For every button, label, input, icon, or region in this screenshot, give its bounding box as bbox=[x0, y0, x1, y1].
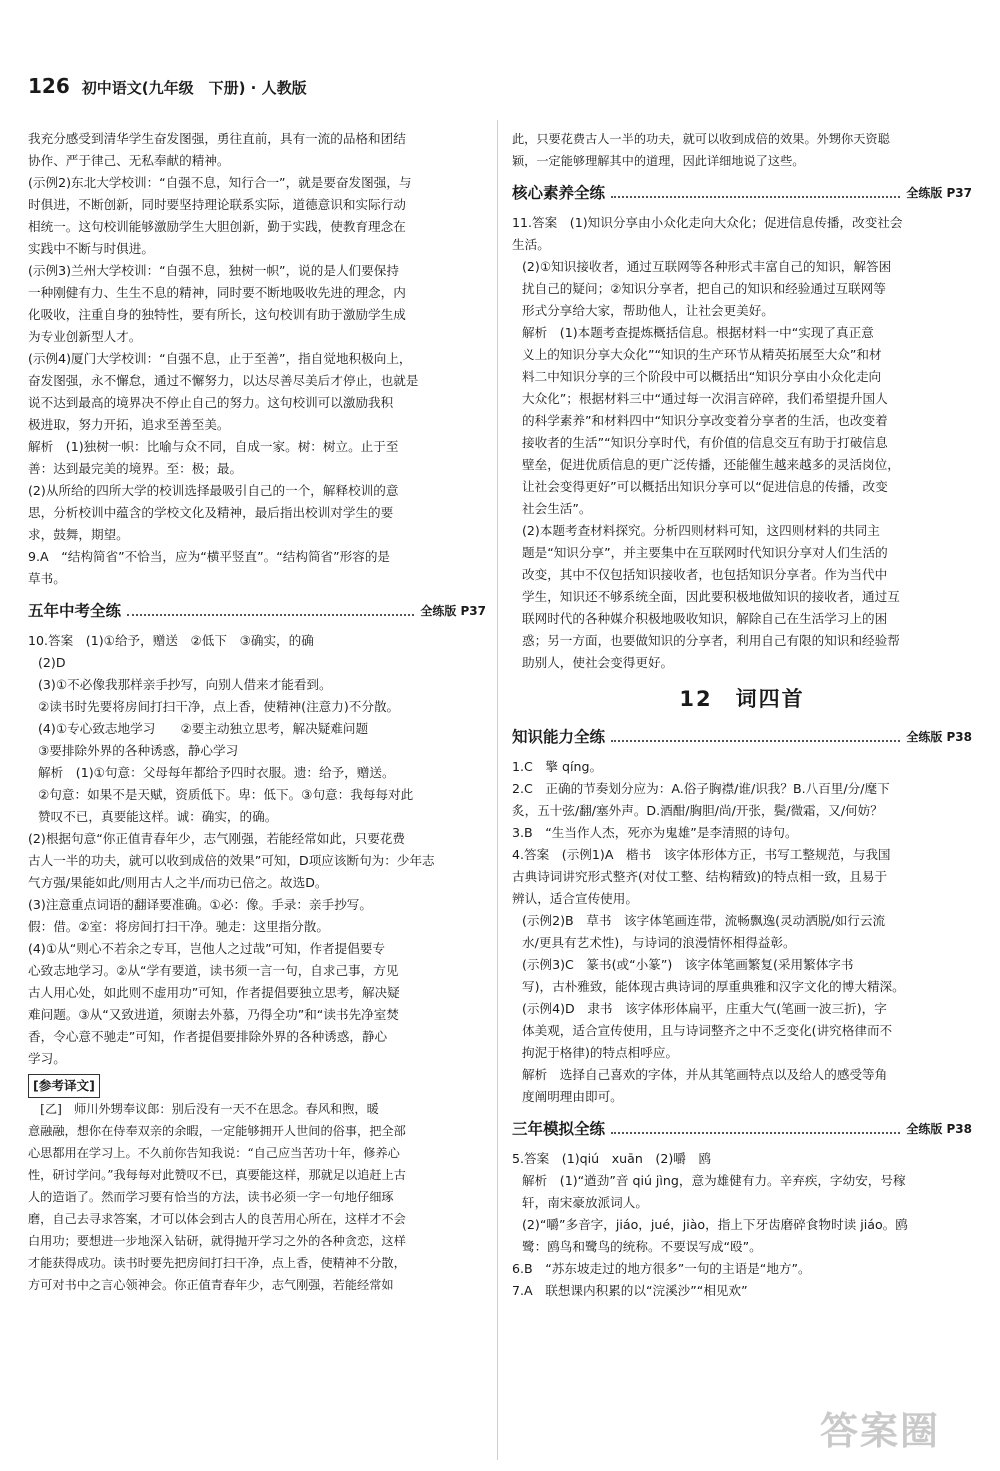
dotted-leader bbox=[611, 740, 900, 742]
answer-paragraph: 解析 (1)“遒劲”音 qiú jìng，意为雄健有力。辛弃疾，字幼安，号稼 轩，南宋豪放派词人。 bbox=[522, 1173, 906, 1210]
answer-paragraph: (2)①知识接收者，通过互联网等各种形式丰富自己的知识，解答困 扰自己的疑问；②知识分享者，把自己的知识和经验通过互联网等 形式分享给大家，帮助他人，让社会更美好。 bbox=[522, 259, 892, 318]
right-column bbox=[512, 128, 972, 1302]
answer-paragraph: 我充分感受到清华学生奋发图强，勇往直前，具有一流的品格和团结 协作、严于律己、无私奉献的精神。 bbox=[28, 131, 406, 168]
reference-translation-label bbox=[28, 1070, 486, 1098]
answer-paragraph: 解析 (1)本题考查提炼概括信息。根据材料一中“实现了真正意 义上的知识分享大众化”“知识的生产环节从精英拓展至大众”和材 料二中知识分享的三个阶段中可以概括出“知识分享由小众化走向 大众化”；根据材料三中“通过每一次涓言碎碎，我们希望提升国人 的科学素养”和材料四中“知识分享改变着分享者的生活，也改变着 接收者的生活”“知识分享时代，有价值的信息交互有助于打破信息 壁垒，促进优质信息的更广泛传播，还能催生越来越多的灵活岗位， 让社会变得更好”可以概括出知识分享可以“促进信息的传播，改变 社会生活”。 bbox=[522, 325, 900, 516]
answer-paragraph: 解析 (1)独树一帜：比喻与众不同，自成一家。树：树立。止于至 善：达到最完美的境界。至：极；最。 bbox=[28, 439, 399, 476]
page-header bbox=[28, 74, 307, 104]
column-divider bbox=[497, 120, 498, 1460]
answer-paragraph: 4.答案 (示例1)A 楷书 该字体形体方正，书写工整规范，与我国 古典诗词讲究形式整齐(对仗工整、结构精致)的特点相一致，且易于 辨认，适合宣传使用。 bbox=[512, 847, 891, 906]
translation-paragraph: 此，只要花费古人一半的功夫，就可以收到成倍的效果。外甥你天资聪 颖，一定能够理解其中的道理，因此详细地说了这些。 bbox=[512, 132, 890, 168]
answer-paragraph: 6.B “苏东坡走过的地方很多”一句的主语是“地方”。 bbox=[512, 1261, 811, 1276]
section-page-ref: 全练版 P38 bbox=[906, 730, 972, 744]
answer-paragraph: 解析 (1)①句意：父母每年都给予四时衣服。遗：给予，赠送。 ②句意：如果不是天赋，资质低下。卑：低下。③句意：我每每对此 赞叹不已，真要能这样。诚：确实，的确。 bbox=[38, 765, 414, 824]
section-heading bbox=[28, 596, 486, 622]
translation-paragraph: [乙] 师川外甥奉议郎：别后没有一天不在思念。春风和煦，暖 意融融，想你在侍奉双亲的余暇，一定能够拥开人世间的俗事，把全部 心思都用在学习上。不久前你告知我说：“自己应当苦功十年，修养心 性，研讨学问。”我每每对此赞叹不已，真要能这样，那就足以追赶上古 人的造诣了。然而学习要有恰当的方法，读书必须一字一句地仔细琢 磨，自己去寻求答案，才可以体会到古人的良苦用心所在，这样才不会 白用功；要想进一步地深入钻研，就得抛开学习之外的各种贪恋，这样 才能获得成功。读书时要先把房间打扫干净，点上香，使精神不分散， 方可对书中之言心领神会。你正值青春年少，志气刚强，若能经常如 bbox=[28, 1102, 406, 1292]
answer-paragraph: 9.A “结构简省”不恰当，应为“横平竖直”。“结构简省”形容的是 草书。 bbox=[28, 549, 391, 586]
answer-paragraph: (示例2)东北大学校训：“自强不息，知行合一”，就是要奋发图强，与 时俱进，不断创新，同时要坚持理论联系实际，道德意识和实际行动 相统一。这句校训能够激励学生大胆创新，勤于实践，使教育理念在 实践中不断与时俱进。 bbox=[28, 175, 412, 256]
section-heading bbox=[512, 722, 972, 748]
answer-paragraph: (3)注意重点词语的翻译要准确。①必：像。手录：亲手抄写。 假：借。②室：将房间打扫干净。驰走：这里指分散。 bbox=[28, 897, 372, 934]
answer-paragraph: 3.B “生当作人杰，死亦为鬼雄”是李清照的诗句。 bbox=[512, 825, 798, 840]
section-title: 知识能力全练 bbox=[512, 728, 606, 746]
section-heading bbox=[512, 178, 972, 204]
answer-paragraph: (示例2)B 草书 该字体笔画连带，流畅飘逸(灵动洒脱/如行云流 水/更具有艺术性)，与诗词的浪漫情怀相得益彰。 bbox=[522, 913, 886, 950]
section-heading bbox=[512, 1114, 972, 1140]
answer-paragraph: ②读书时先要将房间打扫干净，点上香，使精神(注意力)不分散。 bbox=[38, 699, 400, 714]
page-number: 126 bbox=[28, 74, 70, 98]
answer-paragraph: (2)根据句意“你正值青春年少，志气刚强，若能经常如此，只要花费 古人一半的功夫，就可以收到成倍的效果”可知，D项应该断句为：少年志 气方强/果能如此/则用古人之半/而功已倍之。故选D。 bbox=[28, 831, 435, 890]
dotted-leader bbox=[611, 1132, 900, 1134]
answer-paragraph: (示例4)厦门大学校训：“自强不息，止于至善”，指自觉地积极向上， 奋发图强，永不懈怠，通过不懈努力，以达尽善尽美后才停止，也就是 说不达到最高的境界决不停止自己的努力。这句校训可以激励我积 极进取，努力开拓，追求至善至美。 bbox=[28, 351, 419, 432]
answer-paragraph: 解析 选择自己喜欢的字体，并从其笔画特点以及给人的感受等角 度阐明理由即可。 bbox=[522, 1067, 888, 1104]
section-page-ref: 全练版 P37 bbox=[420, 604, 486, 618]
answer-paragraph: (4)①专心致志地学习 ②要主动独立思考，解决疑难问题 bbox=[38, 721, 369, 736]
section-title: 五年中考全练 bbox=[28, 602, 122, 620]
answer-paragraph: (2)“嚼”多音字，jiáo，jué，jiào，指上下牙齿磨碎食物时读 jiáo。鸥 鹭：鸥鸟和鹭鸟的统称。不要误写成“殴”。 bbox=[522, 1217, 908, 1254]
answer-paragraph: 10.答案 (1)①给予，赠送 ②低下 ③确实，的确 bbox=[28, 633, 314, 648]
answer-paragraph: (2)本题考查材料探究。分析四则材料可知，这四则材料的共同主 题是“知识分享”，并主要集中在互联网时代知识分享对人们生活的 改变，其中不仅包括知识接收者，也包括知识分享者。作为当代中 学生，知识还不够系统全面，因此要积极地做知识的接收者，通过互 联网时代的各种媒介积极地吸收知识，解除自己在生活学习上的困 惑；另一方面，也要做知识的分享者，利用自己有限的知识和经验帮 助别人，使社会变得更好。 bbox=[522, 523, 900, 670]
left-column bbox=[28, 128, 486, 1296]
answer-paragraph: 1.C 擎 qíng。 bbox=[512, 759, 603, 774]
book-title: 初中语文(九年级 下册) · 人教版 bbox=[81, 79, 307, 97]
answer-paragraph: 11.答案 (1)知识分享由小众化走向大众化；促进信息传播，改变社会 生活。 bbox=[512, 215, 903, 252]
section-page-ref: 全练版 P37 bbox=[906, 186, 972, 200]
lesson-title: 12 词四首 bbox=[679, 687, 805, 711]
answer-paragraph: 5.答案 (1)qiú xuān (2)嚼 鸥 bbox=[512, 1151, 712, 1166]
answer-paragraph: ③要排除外界的各种诱惑，静心学习 bbox=[38, 743, 239, 758]
watermark-logo bbox=[820, 1400, 940, 1455]
answer-paragraph: (示例3)兰州大学校训：“自强不息，独树一帜”，说的是人们要保持 一种刚健有力、生生不息的精神，同时要不断地吸收先进的理念，内 化吸收，注重自身的独特性，要有所长，这句校训有助于激励学生成 为专业创新型人才。 bbox=[28, 263, 406, 344]
answer-paragraph: 7.A 联想课内积累的以“浣溪沙”“相见欢” bbox=[512, 1283, 748, 1298]
dotted-leader bbox=[127, 614, 414, 616]
answer-paragraph: (3)①不必像我那样亲手抄写，向别人借来才能看到。 bbox=[38, 677, 332, 692]
answer-paragraph: (示例4)D 隶书 该字体形体扁平，庄重大气(笔画一波三折)，字 体美观，适合宣传使用，且与诗词整齐之中不乏变化(讲究格律而不 拘泥于格律)的特点相呼应。 bbox=[522, 1001, 893, 1060]
answer-paragraph: 2.C 正确的节奏划分应为：A.俗子胸襟/谁/识我？B.八百里/分/麾下 炙，五十弦/翻/塞外声。D.酒酣/胸胆/尚/开张，鬓/微霜，又/何妨？ bbox=[512, 781, 890, 818]
answer-paragraph: (2)从所给的四所大学的校训选择最吸引自己的一个，解释校训的意 思，分析校训中蕴含的学校文化及精神，最后指出校训对学生的要 求，鼓舞，期望。 bbox=[28, 483, 399, 542]
section-title: 核心素养全练 bbox=[512, 184, 606, 202]
section-title: 三年模拟全练 bbox=[512, 1120, 606, 1138]
answer-paragraph: (示例3)C 篆书(或“小篆”) 该字体笔画繁复(采用繁体字书 写)，古朴雅致，能体现古典诗词的厚重典雅和汉字文化的博大精深。 bbox=[522, 957, 905, 994]
section-page-ref: 全练版 P38 bbox=[906, 1122, 972, 1136]
watermark-text: 答案圈 bbox=[820, 1409, 941, 1453]
dotted-leader bbox=[611, 196, 900, 198]
answer-paragraph: (2)D bbox=[38, 655, 66, 670]
ref-label-box: [参考译文] bbox=[28, 1074, 100, 1098]
answer-paragraph: (4)①从“则心不若余之专耳，岂他人之过哉”可知，作者提倡要专 心致志地学习。②从“学有要道，读书须一言一句，自求己事，方见 古人用心处，如此则不虚用功”可知，作者提倡要独立思考，解决疑 难问题。③从“又致进道，须谢去外慕，乃得全功”和“读书先净室焚 香，令心意不驰走”可知，作者提倡要排除外界的各种诱惑，静心 学习。 bbox=[28, 941, 400, 1066]
